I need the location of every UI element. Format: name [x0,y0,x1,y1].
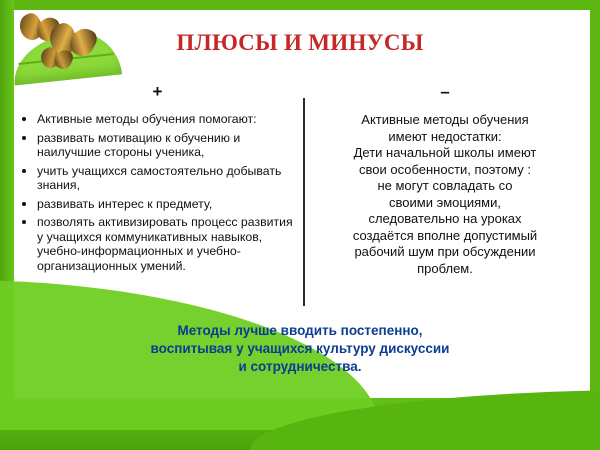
frame-right-border [590,0,600,450]
page-title: ПЛЮСЫ И МИНУСЫ [176,30,424,55]
footer-line: Методы лучше вводить постепенно, [177,323,423,338]
footer-conclusion [60,322,540,376]
text-line: свои особенности, поэтому : [359,161,531,177]
text-line: проблем. [417,260,473,276]
column-divider [303,98,305,306]
minus-column-header: – [440,82,450,101]
footer-line: воспитывая у учащихся культуру дискуссии [150,341,450,356]
text-line: имеют недостатки: [388,128,502,144]
text-line: создаётся вполне допустимый [352,227,538,243]
footer-line: и сотрудничества. [238,359,362,374]
text-line: своими эмоциями, [389,194,501,210]
plus-column [20,82,295,277]
text-line: Дети начальной школы имеют [353,145,537,160]
list-item: позволять активизировать процесс развития у учащихся коммуникативных навыков, учебно-информационных и учебно-организационных умений. [20,215,295,273]
text-line: Активные методы обучения [361,112,529,127]
text-line: рабочий шум при обсуждении [354,244,536,259]
list-item: Активные методы обучения помогают: [20,112,295,127]
text-line: следовательно на уроках [368,211,522,226]
list-item: развивать мотивацию к обучению и наилучшие стороны ученика, [20,131,295,160]
list-item: учить учащихся самостоятельно добывать знания, [20,164,295,193]
minus-text [310,112,580,277]
plus-list [20,112,295,273]
text-line: не могут совладать со [377,178,513,193]
list-item: развивать интерес к предмету, [20,197,295,212]
columns-container [20,82,580,312]
plus-column-header: + [152,82,163,101]
minus-column [310,82,580,277]
